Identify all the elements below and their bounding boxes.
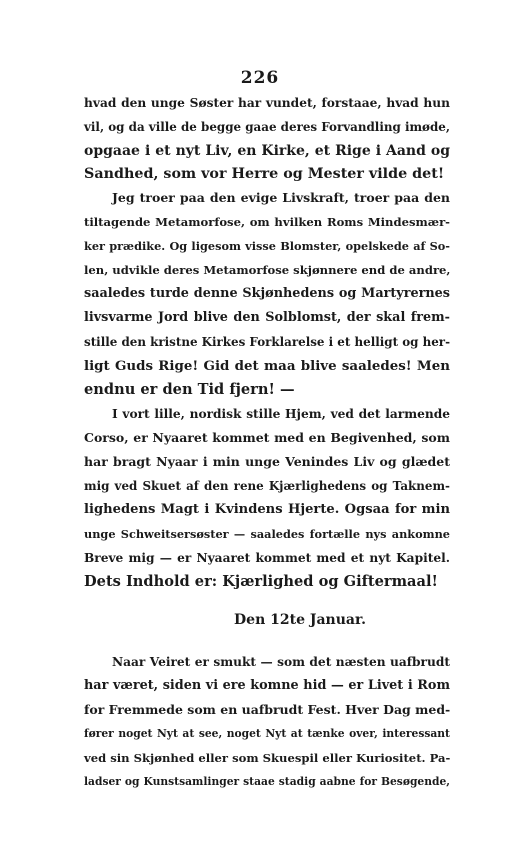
text-line: ladser og Kunstsamlinger staae stadig aabne for Besøgende, xyxy=(84,775,450,788)
text-line: fører noget Nyt at see, noget Nyt at tænke over, interessant xyxy=(84,727,450,740)
text-line: mig ved Skuet af den rene Kjærlighedens og Taknem- xyxy=(84,479,450,493)
text-line: len, udvikle deres Metamorfose skjønnere end de andre, xyxy=(84,263,451,277)
text-line: I vort lille, nordisk stille Hjem, ved det larmende xyxy=(112,407,450,421)
text-line: ved sin Skjønhed eller som Skuespil eller Kuriositet. Pa- xyxy=(84,751,451,765)
text-line: unge Schweitsersøster — saaledes fortælle nys ankomne xyxy=(84,527,450,541)
dateline: Den 12te Januar. xyxy=(234,612,366,628)
page-number: 226 xyxy=(240,68,280,88)
text-line: Corso, er Nyaaret kommet med en Begivenhed, som xyxy=(84,430,450,445)
text-line: har været, siden vi ere komne hid — er Livet i Rom xyxy=(84,678,450,693)
text-line: Breve mig — er Nyaaret kommet med et nyt Kapitel. xyxy=(84,551,450,565)
text-line: opgaae i et nyt Liv, en Kirke, et Rige i Aand og xyxy=(84,143,450,159)
text-line: Dets Indhold er: Kjærlighed og Giftermaal! xyxy=(84,573,438,590)
text-line: har bragt Nyaar i min unge Venindes Liv og glædet xyxy=(84,454,450,469)
text-line: livsvarme Jord blive den Solblomst, der skal frem- xyxy=(84,310,450,325)
text-line: Sandhed, som vor Herre og Mester vilde det! xyxy=(84,166,445,182)
text-line: vil, og da ville de begge gaae deres Forvandling imøde, xyxy=(84,120,450,134)
text-line: ker prædike. Og ligesom visse Blomster, opelskede af So- xyxy=(84,239,450,253)
text-line: hvad den unge Søster har vundet, forstaae, hvad hun xyxy=(84,96,450,110)
text-line: stille den kristne Kirkes Forklarelse i et helligt og her- xyxy=(84,335,450,349)
text-line: saaledes turde denne Skjønhedens og Martyrernes xyxy=(84,286,450,301)
text-line: Jeg troer paa den evige Livskraft, troer paa den xyxy=(112,190,450,205)
text-line: Naar Veiret er smukt — som det næsten uafbrudt xyxy=(112,655,450,669)
text-line: endnu er den Tid fjern! — xyxy=(84,381,295,398)
text-line: ligt Guds Rige! Gid det maa blive saaledes! Men xyxy=(84,358,450,374)
text-line: tiltagende Metamorfose, om hvilken Roms Mindesmær- xyxy=(84,215,450,229)
text-line: for Fremmede som en uafbrudt Fest. Hver Dag med- xyxy=(84,702,451,717)
text-line: lighedens Magt i Kvindens Hjerte. Ogsaa for min xyxy=(84,502,450,517)
